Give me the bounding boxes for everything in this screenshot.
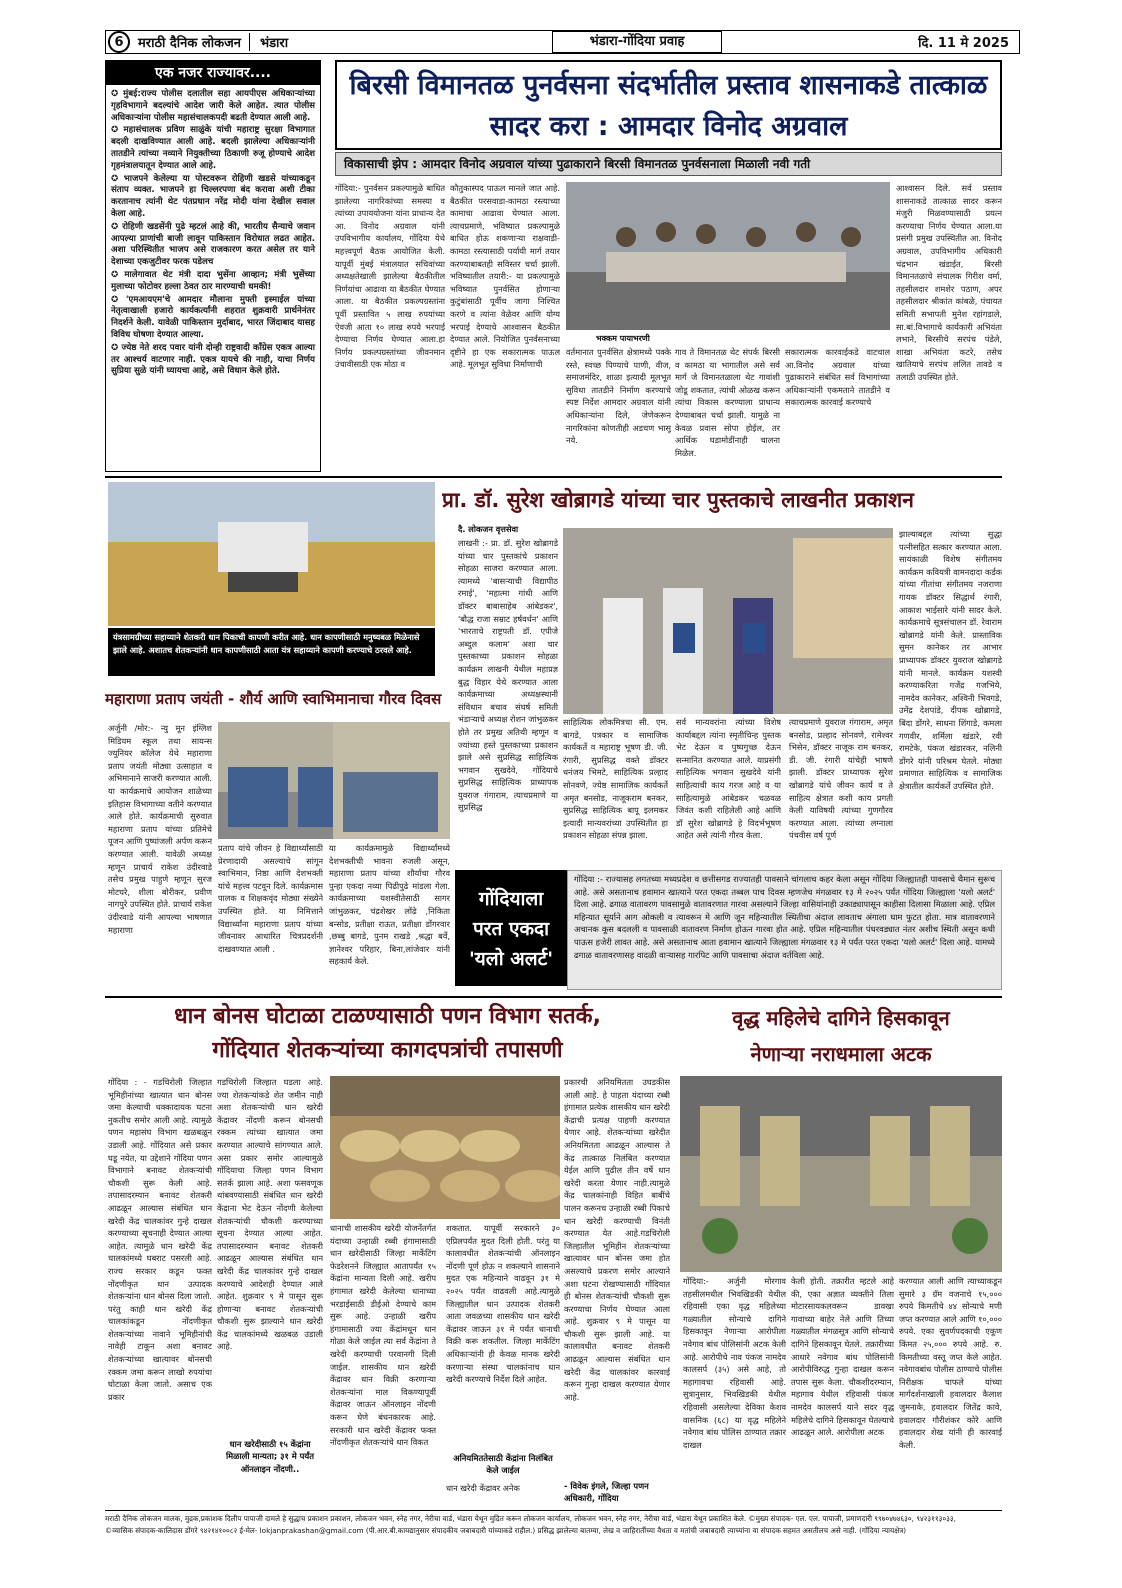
sidebar-item: ✪ भाजपने केलेल्या या पोस्टवरून रोहिणी खडसे यांच्याकडून संताप व्यक्त. भाजपने हा चिल्लरपणा बंद करावा अशी टीका करतानाच त्यांनी थेट पंतप्रधान नरेंद्र मोदी यांना देखील सवाल केला आहे.	[111, 173, 315, 219]
sidebar-item: ✪ महासंचालक प्रविण साळुंके यांची महाराष्ट्र सुरक्षा विभागात बदली दाखविण्यात आली आहे. बदली झालेल्या अधिकाऱ्यांनी तातडीने त्यांच्या नव्याने नियुक्तीच्या ठिकाणी रुजू होण्याचे आदेश गृहमंत्रालयातून देण्यात आले आहे.	[111, 125, 315, 171]
books-byline: दै. लोकजन वृत्तसेवा	[458, 524, 519, 534]
lead-col-3: वर्तमानात पुनर्वसित क्षेत्रामध्ये पक्के रस्ते, स्वच्छ पिण्याचे पाणी, वीज, समाजमंदिर, शाळा इत्यादी मूलभूत सुविधा तातडीने निर्माण करण्याचे स्पष्ट निर्देश आमदार अग्रवाल यांनी अधिकाऱ्यांना दिले, जेणेकरून नागरिकांना कोणतीही अडचण भासू नये.	[566, 347, 671, 446]
paddy-subhead-1: धान खरेदीसाठी १५ केंद्रांना मिळाली मान्यता; ३१ मे पर्यंत ऑनलाइन नोंदणी..	[225, 1439, 315, 1474]
books-col-3: सर्व मान्यवरांना त्यांच्या विशेष कार्याबद्दल त्यांना स्मृतीचिन्ह पुस्तक भेट देऊन व पुष्पगुच्छ देऊन सन्मानित करण्यात आले. याप्रसंगी साहित्यिक भगवान सुखदेवे यांनी साहित्याची काय गरज आहे व या साहित्यामुळे आंबेडकर चळवळ जिवंत कशी राहिलेली आहे आणि डॉ सुरेश खोब्रागडे हे विदर्भभूषण आहेत असे त्यांनी गौरव केला.	[676, 717, 781, 841]
footer-line-1: मराठी दैनिक लोकजन मालक, मुद्रक,प्रकाशक दिलीप पापाजी दामले हे सुद्धाच प्रकाशन प्रकाशन, लोकजन भवन, स्नेह नगर, नेरीचा वार्ड, भंडारा येथून मुद्रित करून लोकजन कार्यालय, लोकजन भवन, स्नेह नगर, नेरीचा वार्ड, भंडारा येथून प्रकाशित केले. ©मुख्य संपादक- एल. एल. पापाजी, प्रमाणदारी ९९७०४७४६३०, ९४२३११३०३३,	[105, 1514, 956, 1523]
city-name: भंडारा	[259, 36, 289, 51]
lead-col-2: कौतुकास्पद पाऊल मानले जात आहे. बैठकीत परसवाडा-कामठा रस्त्याच्या कामाचा आढावा घेण्यात आला. त्याचप्रमाणे, भविष्यात प्रकल्पामुळे बाधित होऊ शकणाऱ्या राक्षवाडी-कामठा रस्त्यासाठी पर्यायी मार्ग तयार करण्याबाबतही सविस्तर चर्चा झाली. भविष्यातील तयारी:- या प्रकल्पामुळे भविष्यात पुनर्वसित होणाऱ्या कुटुंबांसाठी पूर्वीच जागा निश्चित करणे व त्यांना वेळेवर आणि योग्य भरपाई देण्याचे आश्वासन बैठकीत देण्यात आले. नियोजित पुनर्वसनाच्या दृष्टीने हा एक सकारात्मक पाऊल आहे. मूलभूत सुविधा निर्माणाची	[450, 183, 560, 370]
lead-headline-box	[335, 60, 1002, 150]
books-col-2: साहित्यिक लोकमित्रचा सी. एम. बागडे, पत्रकार व सामाजिक कार्यकर्ते व महाराष्ट्र भूषण डी. जी. रंगारी, सुप्रसिद्ध वक्ते डॉक्टर धनंजय भिमटे, साहित्यिक प्रल्हाद सोनवणे, ज्येष्ठ सामाजिक कार्यकर्ते अमृत बनसोड, नाजूकराम बनकर, सुप्रसिद्ध साहित्यिक बापू इलमकर इत्यादी मान्यवरांच्या उपस्थितीत हा प्रकाशन सोहळा संपन्न झाला.	[563, 717, 668, 841]
ornaments-headline	[680, 1000, 1002, 1074]
paddy-sacks-photo-image	[330, 1076, 560, 1219]
books-launch-photo-image	[563, 528, 893, 714]
lead-headline: बिरसी विमानतळ पुनर्वसना संदर्भातील प्रस्ताव शासनाकडे तात्काळ सादर करा : आमदार विनोद अग्रवाल	[349, 70, 988, 142]
sidebar-item: ✪ मालेगावात थेट मंत्री दादा भुसेंना आव्हान; मंत्री भुसेंच्या मुलाच्या फोटोवर हल्ला ठेवत ठार मारण्याची धमकी!	[111, 269, 315, 292]
pratap-col-2: प्रताप यांचे जीवन हे विद्यार्थ्यांसाठी प्रेरणादायी असल्याचे सांगून स्वाभिमान, निष्ठा आणि देशभक्ती यांचे महत्त्व पटवून दिले. कार्यक्रमास पालक व शिक्षकवृंद मोठ्या संख्येने उपस्थित होते. या निमित्ताने विद्यार्थ्यांना महाराणा प्रताप यांच्या जीवनावर आधारित चित्रप्रदर्शनी दाखवण्यात आली .	[218, 843, 323, 954]
paddy-sacks-photo	[330, 1076, 560, 1219]
pratap-col-3: या कार्यक्रमामुळे विद्यार्थ्यांमध्ये देशभक्तीची भावना रुजली असून, महाराणा प्रताप यांच्या शौर्याचा गौरव पुन्हा एकदा नव्या पिढीपुढे मांडला गेला. कार्यक्रमाच्या यशस्वीतेसाठी सागर जांभुळकर, चंद्रशेखर लोंढे ,निकिता बन्सोड, प्रतीक्षा राऊत, प्रतीक्षा डोंगरवार ,छब्बु बागडे, पुनम राखडे ,श्रद्धा बर्वे, ज्ञानेश्वर परिहार, बिना,लांजेवार यांनी सहकार्य केले.	[329, 843, 450, 967]
sidebar-item: ✪ 'एमआयएम'चे आमदार मौलाना मुफ्ती इस्माईल यांच्या नेतृत्वाखाली हजारो कार्यकर्त्यांनी शहरात शुक्रवारी प्रार्थनेनंतर निदर्शने केली. यावेळी पाकिस्तान मुर्दाबाद, भारत जिंदाबाद यासह विविध घोषणा देण्यात आल्या.	[111, 294, 315, 340]
ornaments-headline-2: नेणाऱ्या नराधमाला अटक	[750, 1042, 932, 1066]
paddy-col-4b: धान खरेदी केंद्रावर अनेक	[446, 1483, 520, 1493]
paddy-headline-1: धान बोनस घोटाळा टाळण्यासाठी पणन विभाग सतर्क,	[174, 1004, 601, 1029]
footer	[105, 1510, 1002, 1542]
yellow-alert-title-3: 'यलो अलर्ट'	[468, 948, 554, 970]
section-name: भंडारा-गोंदिया प्रवाह	[552, 31, 722, 53]
meeting-photo	[566, 182, 890, 330]
lead-col-4: गाव ते विमानतळ थेट संपर्क बिरसी व कामठा या भागातील असे सर्व मार्ग जे विमानतळाला थेट गावांशी जोडू शकतात, त्यांची ओळख करून त्यांचा विकास करण्याला प्राधान्य देण्याबाबत चर्चा झाली. यामुळे ना केवळ प्रवास सोपा होईल, तर आर्थिक घडामोडींनाही चालना मिळेल.	[675, 347, 780, 458]
books-launch-photo	[563, 528, 893, 714]
page-number: 6	[108, 31, 130, 53]
pratap-photo-2-image	[333, 722, 450, 839]
paddy-subhead-2: अनियमिततेसाठी केंद्रांना निलंबित केले जाईल	[453, 1453, 553, 1476]
footer-line-2: ©व्यासिक संपादक-कालिदास डोंगरे ९४२१४१००८२ ई-मेल- lokjanprakashan@gmail.com (पी.आर.बी.कायद्यानुसार संपादकीय जबाबदारी यांच्याकडे राहील.) प्रसिद्ध झालेल्या बातम्या, लेख व जाहिरातींच्या वैधता व मतांची जबाबदारी त्याच्यांना वा संपादक सहमत असतीलच असे नाही. (गोंदिया न्यायक्षेत्र)	[105, 1526, 907, 1535]
paddy-headline	[105, 1000, 670, 1070]
pratap-photo-2	[333, 722, 450, 839]
books-headline: प्रा. डॉ. सुरेश खोब्रागडे यांच्या चार पुस्तकाचे लाखनीत प्रकाशन	[442, 488, 914, 512]
arrest-photo	[680, 1076, 1002, 1272]
meeting-photo-caption: भक्कम पायाभरणी	[596, 334, 650, 343]
harvest-photo-image	[108, 482, 435, 626]
sidebar-item: ✪ मुंबई:राज्य पोलीस दलातील सहा आयपीएस अधिकाऱ्यांच्या गृहविभागाने बदल्यांचे आदेश जारी केले आहेत. त्यात पोलीस अधिकाऱ्यांना पोलीस महासंचालकपदी बढती देण्यात आली आहे.	[111, 89, 315, 123]
lead-col-6: आश्वासन दिले. सर्व प्रस्ताव शासनाकडे तात्काळ सादर करून मंजुरी मिळवण्यासाठी प्रयत्न करण्याचा निर्णय घेण्यात आला.या प्रसंगी प्रमुख उपस्थितीत आ. विनोद अग्रवाल, उपविभागीय अधिकारी चंद्रभान खंडाईत, बिरसी विमानतळाचे संचालक गिरीश वर्मा, तहसीलदार शमशेर पठाण, अपर तहसीलदार श्रीकांत कांबळे, पंचायत समिती सभापती मुनेश रहांगडाले, सा.बां.विभागाचे कार्यकारी अभियंता लभाने, बिरसीचे सरपंच पंडेले, शाखा अभियंता कटरे, तसेच खातियाचे सरपंच ललित तावडे व तलाठी उपस्थित होते.	[896, 183, 1002, 382]
sidebar-list	[106, 85, 320, 382]
paddy-col-4: शकतात. यापूर्वी सरकारने ३० एप्रिलपर्यंत मुदत दिली होती. परंतु या कालावधीत शेतकऱ्यांची ऑनलाइन नोंदणी पूर्ण होऊ न शकल्याने शासनाने मुदत एक महिन्याने वाढवून ३१ मे २०२५ पर्यंत वाढवली आहे.त्यामुळे जिल्ह्यातील धान उत्पादक शेतकरी आता जवळच्या शासकीय धान खरेदी केंद्रावर जाऊन ३१ मे पर्यंत धानाची विक्री करू शकतील. जिल्हा मार्केटिंग अधिकाऱ्यांनी ही केवळ मानक खरेदी करणाऱ्या संस्था चालकांनाच धान खरेदी करण्याचे निर्देश दिले आहेत.	[446, 1223, 560, 1385]
sidebar-box	[105, 60, 321, 472]
paddy-col-1: गोंदिया : - गडचिरोली जिल्हात भूमिहीनांच्या खात्यात धान बोनस जमा केल्याची धक्कादायक घटना नुकतीच समोर आली आहे. त्यामुळे पणन महासंघ विभाग खळबळून उडाली आहे. गोंदियात असे प्रकार घडू नयेत, या उद्देशाने गोंदिया पणन विभागाने बनावट शेतकऱ्यांची चौकशी सुरू केली आहे. तपासादरम्यान बनावट शेतकरी आढळून आल्यास संबंधित धान खरेदी केंद्र चालकांवर गुन्हे दाखल करण्याच्या सूचनाही देण्यात आल्या आहेत. त्यामुळे धान खरेदी केंद्र चालकांमध्ये घबराट पसरली आहे. राज्य सरकार कडून फक्त नोंदणीकृत धान उत्पादक शेतकऱ्यांना धान बोनस दिला जातो. परंतु काही धान खरेदी केंद्र चालकांकडून नोंदणीकृत शेतकऱ्यांच्या नावाने भूमिहीनांची नावेही टाकून अशा बनावट शेतकऱ्यांच्या खात्यावर बोनसची रक्कम जमा करून लाखो रुपयांचा घोटाळा केला जातो. असाच एक प्रकार	[108, 1077, 212, 1402]
lead-col-1: गोंदिया:- पुनर्वसन प्रकल्पामुळे बाधित झालेल्या नागरिकांच्या समस्या व त्यांच्या उपाययोजना यांना प्राधान्य देत आ. विनोद अग्रवाल यांनी उपविभागीय कार्यालय, गोंदिया येथे महत्त्वपूर्ण बैठक आयोजित केली. यापूर्वी मुंबई मंत्रालयात सचिवांच्या अध्यक्षतेखाली झालेल्या बैठकीतील निर्णयांचा आढावा या बैठकीत घेण्यात आला. या बैठकीत प्रकल्पग्रस्तांना पूर्वी प्रस्तावित ५ लाख रुपयांच्या ऐवजी आता १० लाख रुपये भरपाई देण्याचा निर्णय घेण्यात आला.हा निर्णय प्रकल्पग्रस्तांच्या जीवनमान उंचावीसाठी एक मोठा व	[335, 183, 445, 370]
paddy-byline: - विवेक इंगले, जिल्हा पणन अधिकारी, गोंदिया	[564, 1481, 649, 1504]
books-col-5: झाल्याबद्दल त्यांच्या सुद्धा पत्नीसहित सत्कार करण्यात आला. सायंकाळी विशेष संगीतमय कार्यक्रम कवियत्री वामनदादा कर्डक यांच्या गीतांचा संगीतमय नजराणा गायक डॉक्टर सिद्धार्थ रंगारी, आकाश भाईसारे यांनी सादर केले. कार्यक्रमाचे सूत्रसंचालन डॉ. रेवाराम खोब्रागडे यांनी केले. प्रास्ताविक सुमन कानेकर तर आभार प्राध्यापक डॉक्टर युवराज खोब्रागडे यांनी मानले. कार्यक्रम यशस्वी करण्याकरिता गजेंद्र गजभिये, नामदेव कानेकर, अश्विनी भिवगडे, उमेंद्र देशपांडे, दीपक खोब्रागडे, बिंदा डोंगरे, साधना शिंगाडे, कमला गणवीर, शर्मिला खंडारे, रवी रामटेके, पंकज खंडारकर, नलिनी डोंगरे यांनी परिश्रम घेतले. मोठ्या प्रमाणात साहित्यिक व सामाजिक क्षेत्रातील कार्यकर्ते उपस्थित होते.	[899, 529, 1002, 791]
pratap-headline: महाराणा प्रताप जयंती - शौर्य आणि स्वाभिमानाचा गौरव दिवस	[105, 690, 442, 708]
harvest-caption: यंत्रसामग्रीच्या सहाय्याने शेतकरी धान पिकाची कापणी करीत आहे. धान कापणीसाठी मनुष्यबळ मिळेनासे झाले आहे. अशातच शेतकऱ्यांनी धान कापणीसाठी आता यंत्र सहाय्याने कापणी करण्याचे ठरवले आहे.	[108, 628, 435, 676]
sidebar-item: ✪ रोहिणी खडसेंनी पुढे म्हटलं आहे की, भारतीय सैन्याचे जवान आपल्या प्राणांची बाजी लावून पाकिस्तान विरोधात लढत आहेत. अशा परिस्थितीत भाजप असे राजकारण करत असेल तर याने देशाच्या एकजुटीवर फरक पडेलच	[111, 221, 315, 268]
paddy-col-5: प्रकारची अनियमितता उघडकीस आली आहे. हे पाहता यंदाच्या रब्बी हंगामात प्रत्येक शासकीय धान खरेदी केंद्राची प्रत्यक्ष पाहणी करण्यात येणार आहे. शेतकऱ्यांच्या खरेदीत अनियमितता आढळून आल्यास ते केंद्र तात्काळ निलंबित करण्यात येईल आणि पुढील तीन वर्षे धान खरेदी करता येणार नाही.त्यामुळे केंद्र चालकांनाही विहित बाबींचे पालन करूनच उन्हाळी रब्बी पिकाचे धान खरेदी करण्याची विनंती करण्यात येत आहे.गडचिरोली जिल्हातील भूमिहीन शेतकऱ्यांच्या खात्यावर धान बोनस जमा होत असल्याचे प्रकरण समोर आल्याने अशा घटना रोखण्यासाठी गोंदियात ही बोनस शेतकऱ्यांची चौकशी सुरू करण्याचा निर्णय घेण्यात आला आहे. शुक्रवार ९ मे पासून या चौकशी सुरू झाली आहे. या कालावधीत बनावट शेतकरी आढळून आल्यास संबंधित धान खरेदी केंद्र चालकांवर कारवाई करून गुन्हा दाखल करण्यात येणार आहे.	[564, 1077, 670, 1402]
ornaments-headline-1: वृद्ध महिलेचे दागिने हिसकावून	[732, 1006, 950, 1030]
yellow-alert-body: गोंदिया :- राज्यासह लगतच्या मध्यप्रदेश व छत्तीसगड राज्यातही पावसाने चांगलाच कहर केला असून गोंदिया जिल्ह्यातही पावसाचे थैमान सुरूच आहे. असे असतानाच हवामान खात्याने परत एकदा तब्बल पाच दिवस म्हणजेच मंगळवार १३ मे २०२५ पर्यंत गोंदिया जिल्ह्याला 'यलो अलर्ट' दिला आहे. ढगाळ वातावरण पावसामुळे वातावरणात गारवा असल्याने जिल्हा वासियांनाही उकाड्यापासून काहीसा दिलासा मिळाला आहे. एप्रिल महिन्यात सूर्याने आग ओकली व त्यावरून मे आणि जून महिन्यातील स्थितीचा अंदाज लावताच अंगाला घाम फुटत होता. मात्र वातावरणाने अचानक कूस बदलली व पावसाळी वातावरण निर्माण होऊन गारवा होत आहे. एप्रिल महिन्यातील पंधरवड्यात नंतर अशीच स्थिती असून कधी पाऊस हजेरी लावत आहे. असे असतानाच आता हवामान खात्याने जिल्ह्याला मंगळवार १३ मे पर्यंत परत एकदा 'यलो अलर्ट' दिला आहे. यामध्ये ढगाळ वातावरणासह वादळी वाऱ्यासह गारपिट आणि पावसाचा अंदाज वर्तविला आहे.	[567, 870, 1002, 990]
ornaments-col-3: करण्यात आली आणि त्याच्याकडून सुमारे ३ ग्रॅम वजनाचे १५,००० रुपये किमतीचे ४४ सोन्याचे मणी जप्त करण्यात आले आणि १०,००० रुपये. एका सुवर्णपदकाची एकूण किंमत २५,००० रुपये आहे. रु. किमतीच्या वस्तू जप्त केले आहेत. नवेगावबांध पोलीस ठाण्याचे पोलीस निरीक्षक चाफले यांच्या मार्गदर्शनाखाली हवालदार कैलाश जुमनाके, हवालदार जितेंद्र कावे, हवालदार गौरीशंकर कोरे आणि हवालदार शेख यांनी ही कारवाई केली.	[899, 1276, 1002, 1450]
books-col-4: त्याचप्रमाणे युवराज गंगाराम, अमृत बनसोड, प्रल्हाद सोनवणे, रामेश्वर भिसेन, डॉक्टर नाजूक राम बनकर, डी. जी. रंगारी यांचेही भाषणे झाली. डॉक्टर प्राध्यापक सुरेश खोब्रागडे यांचे जीवन कार्य व ते साहित्य क्षेत्रात कशी काय प्रगती केली याविषयी त्यांच्या गुणगौरव करण्यात आला. त्यांच्या लग्नाला पंचवीस वर्ष पूर्ण	[789, 717, 893, 841]
lead-col-5: सकारात्मक कारवाईकडे वाटचाल आ.विनोद अग्रवाल यांच्या पुढाकाराने संबंधित सर्व विभागांच्या अधिकाऱ्यांनी एकमताने तातडीने व सकारात्मक कारवाई करण्याचे	[785, 347, 890, 408]
sidebar-title: एक नजर राज्यावर....	[106, 61, 320, 85]
paper-name: मराठी दैनिक लोकजन	[130, 33, 250, 51]
ornaments-col-1: गोंदिया:- अर्जुनी मोरगाव तहसीलमधील भिवखिडकी येथील रहिवासी एका वृद्ध महिलेच्या गळ्यातील सोन्याचे दागिने हिसकावून नेणाऱ्या आरोपीला नवेगाव बांध पोलिसांनी अटक केली आहे. आरोपीचे नाव पंकज नामदेव कालसर्प (३५) असे आहे, तो महागावचा रहिवासी आहे. सुत्रानुसार, भिवखिडकी येथील रहिवासी असलेल्या देविका केशव वासनिक (६८) या वृद्ध महिलेने नवेगाव बांध पोलिस ठाण्यात तक्रार दाखल	[683, 1276, 786, 1450]
ornaments-col-2: केली होती. तक्रारीत म्हटले आहे की, एका अज्ञात व्यक्तीने तिला मोटारसायकलवरून डावखा गावाच्या बाहेर नेले आणि तिच्या गळ्यातील मंगळसूत्र आणि सोन्याचे दागिने हिसकावून घेतले. तक्रारीच्या आधारे नवेगाव बांध पोलिसांनी आरोपीविरुद्ध गुन्हा दाखल करून तपास सुरू केला. चौकशीदरम्यान, महागाव येथील रहिवासी पंकज नामदेव कालसर्प याने सदर वृद्ध महिलेचे दागिने हिसकावून घेतल्याचे आढळून आले. आरोपीला अटक	[791, 1276, 894, 1438]
yellow-alert-title-1: गोंदियाला	[478, 888, 544, 910]
paddy-headline-2: गोंदियात शेतकऱ्यांच्या कागदपत्रांची तपासणी	[212, 1038, 563, 1063]
paddy-col-2: गडचिरोली जिल्हात घडला आहे. ज्या शेतकऱ्यांकडे शेत जमीन नाही अशा शेतकऱ्यांची धान खरेदी केंद्रावर नोंदणी करून बोनसची रक्कम त्यांच्या खात्यात जमा करण्यात आल्याचे सांगण्यात आले. असा प्रकार समोर आल्यामुळे गोंदियाचा जिल्हा पणन विभाग सतर्क झाला आहे. अशा फसवणूक थांबवण्यासाठी संबंधित धान खरेदी केंद्राना भेट देऊन नोंदणी केलेल्या शेतकऱ्यांची चौकशी करण्याच्या सूचना देण्यात आल्या आहेत. तपासादरम्यान बनावट शेतकरी आढळून आल्यास संबंधित धान खरेदी केंद्र चालकांवर गुन्हे दाखल करण्याचे आदेशही देण्यात आले आहेत. शुक्रवार ९ मे पासून सुरू होणाऱ्या बनावट शेतकऱ्यांची चौकशी सुरू झाल्याने धान खरेदी केंद्र चालकांमध्ये खळबळ उडाली आहे.	[217, 1077, 323, 1352]
pratap-col-1: अर्जुनी /मोर:- न्यु मून इंग्लिश मिडियम स्कूल तथा सायन्स ज्युनियर कॉलेज येथे महाराणा प्रताप जयंती मोठ्या उत्साहात व अभिमानाने साजरी करण्यात आली. या कार्यक्रमाचे आयोजन शाळेच्या इतिहास विभागाच्या वतीने करण्यात आले होते. कार्यक्रमाची सुरुवात महाराणा प्रताप यांच्या प्रतिमेचे पूजन आणि पुष्पांजली अर्पण करून करण्यात आली. यावेळी अध्यक्ष म्हणून प्राचार्य राकेश उंदीरवाडे तसेच प्रमुख पाहुणे म्हणून सुरज मोटघरे, शीला बोरीकर, प्रवीण नागपुरे उपस्थित होते. प्राचार्य राकेश उंदीरवाडे यांनी आपल्या भाषणात महाराणा	[108, 723, 212, 935]
lead-strap: विकासाची झेप : आमदार विनोद अग्रवाल यांच्या पुढाकाराने बिरसी विमानतळ पुनर्वसनाला मिळाली नवी गती	[335, 152, 1002, 176]
meeting-photo-image	[566, 182, 890, 330]
harvest-photo	[108, 482, 435, 626]
yellow-alert-title-box	[455, 870, 567, 986]
yellow-alert-title-2: परत एकदा	[472, 918, 550, 940]
arrest-photo-image	[680, 1076, 1002, 1272]
divider	[105, 996, 1002, 998]
masthead	[105, 30, 1020, 54]
divider	[105, 476, 1002, 478]
books-col-1: लाखनी :- प्रा. डॉ. सुरेश खोब्रागडे यांच्या चार पुस्तकांचे प्रकाशन सोहळा साजरा करण्यात आला. त्यामध्ये 'बासऱ्याची विद्यापीठ रमाई', 'महात्मा गांधी आणि डॉक्टर बाबासाहेब आंबेडकर', 'बौद्ध राजा सम्राट हर्षवर्धन' आणि 'भारताचे राष्ट्रपती डॉ. एपीजे अब्दुल कलाम' अशा चार पुस्तकाच्या प्रकाशन सोहळा कार्यक्रम लाखनी येथील महाप्रज्ञ बुद्ध विहार येथे करण्यात आला कार्यक्रमाच्या अध्यक्षस्थानी संविधान बचाव संघर्ष समिती भंडाऱ्याचे अध्यक्ष रोशन जांभुळकर होते तर प्रमुख अतिथी म्हणून व ज्यांच्या हस्ते पुस्तकाच्या प्रकाशन झाले असे सुप्रसिद्ध साहित्यिक भगवान सुखदेवे, गोंदियाचे सुप्रसिद्ध साहित्यिक प्राध्यापक युवराज गंगाराम, त्याचप्रमाणे या सुप्रसिद्ध	[458, 538, 558, 813]
issue-date: दि. 11 मे 2025	[918, 36, 1009, 51]
paddy-col-3: धानाची शासकीय खरेदी योजनेंतर्गत यंदाच्या उन्हाळी रब्बी हंगामासाठी धान खरेदीसाठी जिल्हा मार्केटिंग फेडरेशनने जिल्ह्यात आतापर्यंत १५ केंद्रांना मान्यता दिली आहे. खरीप हंगामात खरेदी केलेल्या धानाच्या भरडाईसाठी डीईओ देण्याचे काम सुरू आहे. उन्हाळी खरीप हंगामासाठी ज्या केंद्रांमधून धान गोळा केले जाईल त्या सर्व केंद्रांना ते खरेदी करण्याची परवानगी दिली जाईल. शासकीय धान खरेदी केंद्रावर धान विक्री करणाऱ्या शेतकऱ्यांना माल विकण्यापूर्वी केंद्रावर जाऊन ऑनलाइन नोंदणी करून घेणे बंधनकारक आहे. सरकारी धान खरेदी केंद्रावर फक्त नोंदणीकृत शेतकऱ्यांचे धान विकत	[330, 1223, 436, 1448]
sidebar-item: ✪ ज्येष्ठ नेते शरद पवार यांनी दोन्ही राष्ट्रवादी काँग्रेस एकत्र आल्या तर आश्चर्य वाटणार नाही. एकत्र यायचे की नाही, याचा निर्णय सुप्रिया सुळे यांनी घ्यायचा आहे, असे विधान केले होते.	[111, 342, 315, 377]
